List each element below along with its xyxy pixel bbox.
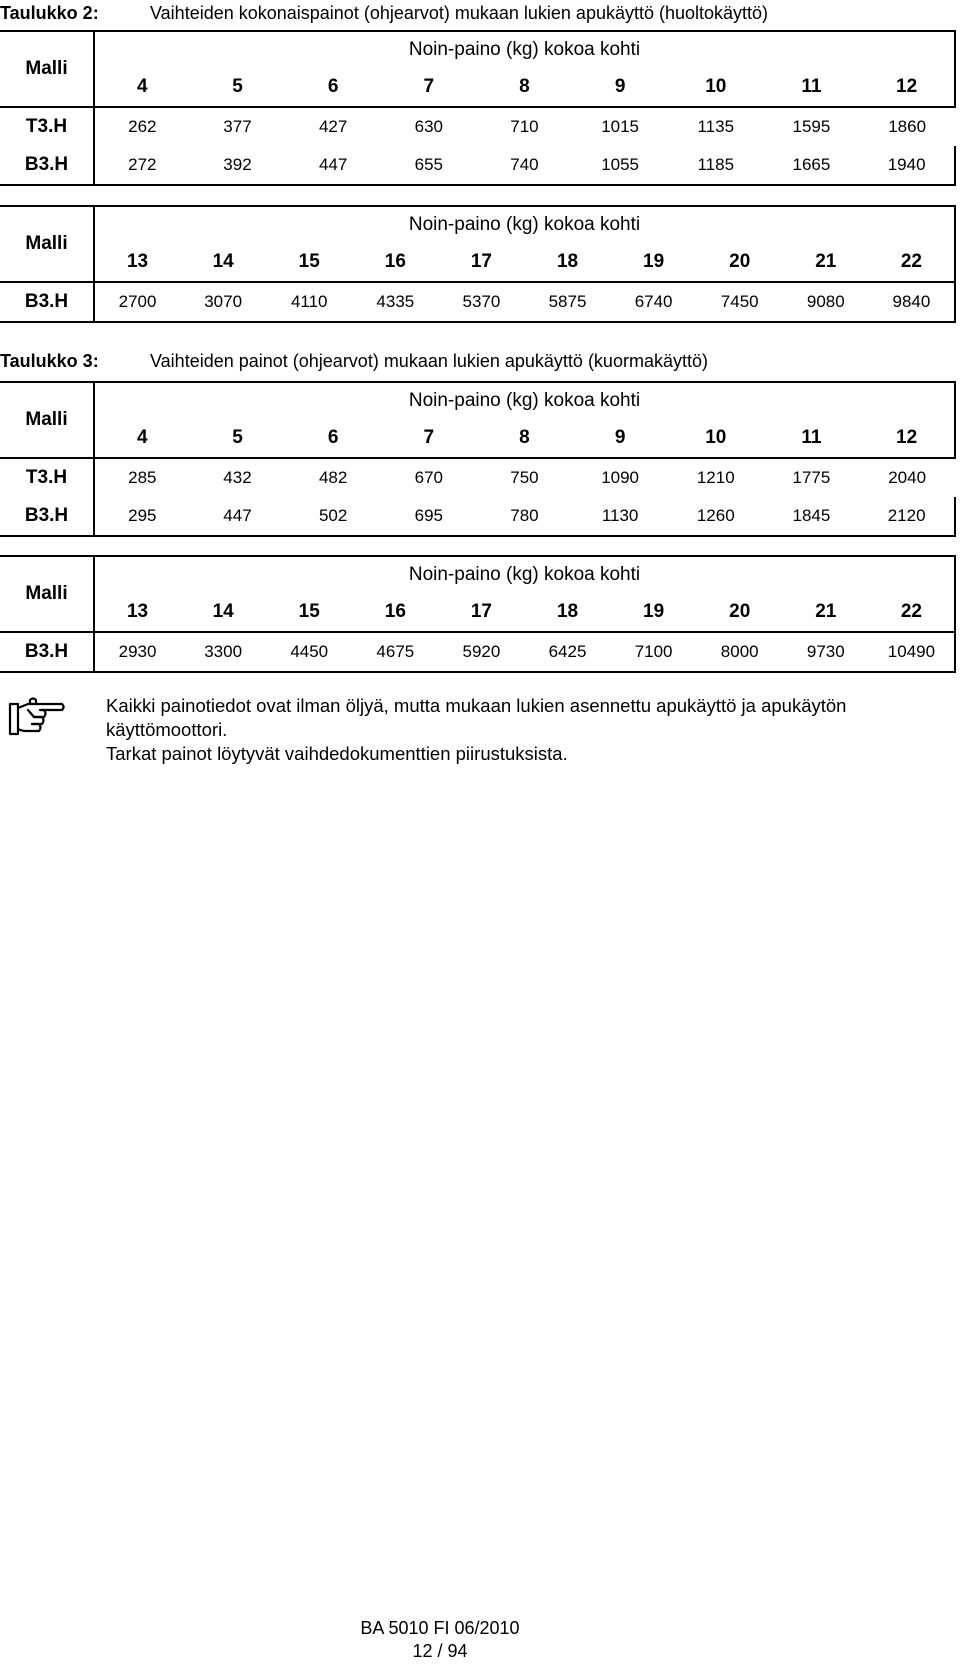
table-row [0,107,955,146]
value-cell: 1055 [572,146,668,185]
value-cell: 2120 [859,497,955,536]
table3-label: Taulukko 3: [0,351,99,371]
value-cell: 5920 [438,632,524,672]
value-cell: 1665 [764,146,860,185]
value-cell: 1940 [859,146,955,185]
size-header: 6 [285,419,381,458]
size-header: 16 [352,593,438,632]
value-cell: 9080 [783,282,869,322]
value-cell: 447 [190,497,286,536]
size-header: 22 [869,593,955,632]
table2-label: Taulukko 2: [0,3,99,23]
size-header-row [0,593,955,632]
size-header: 19 [611,243,697,282]
value-cell: 3070 [180,282,266,322]
size-header: 14 [180,593,266,632]
size-header: 17 [438,593,524,632]
footer-doc-id: BA 5010 FI 06/2010 [360,1618,520,1638]
value-cell: 1130 [572,497,668,536]
size-header: 13 [94,593,180,632]
table-row [0,497,955,536]
size-header: 20 [697,593,783,632]
table2-part2 [0,205,956,323]
value-cell: 670 [414,468,443,487]
note [106,694,958,766]
size-header: 18 [524,593,610,632]
value-cell: 9730 [783,632,869,672]
value-cell: 7450 [697,282,783,322]
size-header-row [0,243,955,282]
value-cell: 1860 [888,117,927,136]
value-cell: 8000 [697,632,783,672]
value-cell: 377 [223,117,252,136]
value-cell: 4450 [266,632,352,672]
table-row [0,632,955,672]
value-cell: 1015 [601,117,640,136]
size-header: 9 [572,419,668,458]
table3-part1 [0,381,956,537]
size-header: 6 [285,68,381,107]
value-cell: 6425 [524,632,610,672]
size-header: 5 [190,419,286,458]
model-cell: T3.H [0,107,94,146]
value-cell: 285 [128,468,157,487]
malli-header: Malli [0,382,94,458]
value-cell: 740 [477,146,573,185]
weight-caption: Noin-paino (kg) kokoa kohti [94,206,955,243]
size-header: 8 [477,68,573,107]
size-header: 20 [697,243,783,282]
table-row [0,146,955,185]
table-caption-row [0,556,955,593]
table-caption-row [0,382,955,419]
size-header: 12 [859,68,955,107]
size-header: 21 [783,243,869,282]
weight-caption: Noin-paino (kg) kokoa kohti [94,382,955,419]
value-cell: 750 [510,468,539,487]
value-cell: 427 [318,117,348,136]
table-row [0,458,955,497]
size-header: 10 [668,419,764,458]
malli-header: Malli [0,556,94,632]
value-cell: 2040 [888,468,927,487]
size-header: 22 [869,243,955,282]
value-cell: 6740 [611,282,697,322]
size-header: 11 [764,419,860,458]
weight-caption: Noin-paino (kg) kokoa kohti [94,31,955,68]
table-caption-row [0,31,955,68]
size-header: 18 [524,243,610,282]
table3-title: Vaihteiden painot (ohjearvot) mukaan lukien apukäyttö (kuormakäyttö) [150,351,708,371]
value-cell: 4675 [352,632,438,672]
table2-part1 [0,30,956,186]
note-line: Tarkat painot löytyvät vaihdedokumenttien piirustuksista. [106,743,568,764]
model-cell: B3.H [0,146,94,185]
size-header: 8 [477,419,573,458]
value-cell: 2930 [94,632,180,672]
size-header: 7 [381,419,477,458]
size-header: 7 [381,68,477,107]
value-cell: 780 [477,497,573,536]
value-cell: 695 [381,497,477,536]
value-cell: 1775 [792,468,831,487]
weight-caption: Noin-paino (kg) kokoa kohti [94,556,955,593]
value-cell: 262 [128,117,157,136]
pointing-hand-icon [6,694,66,738]
value-cell: 1845 [764,497,860,536]
value-cell: 710 [510,117,539,136]
model-cell: B3.H [0,632,94,672]
size-header: 13 [94,243,180,282]
value-cell: 630 [414,117,443,136]
value-cell: 7100 [611,632,697,672]
value-cell: 432 [223,468,252,487]
size-header: 12 [859,419,955,458]
value-cell: 1210 [696,468,735,487]
value-cell: 9840 [869,282,955,322]
size-header: 4 [94,68,190,107]
table2-title: Vaihteiden kokonaispainot (ohjearvot) mukaan lukien apukäyttö (huoltokäyttö) [150,3,769,23]
value-cell: 4110 [266,282,352,322]
value-cell: 482 [318,468,348,487]
size-header: 14 [180,243,266,282]
size-header-row [0,419,955,458]
size-header: 16 [352,243,438,282]
table-caption-row [0,206,955,243]
value-cell: 10490 [869,632,955,672]
size-header: 10 [668,68,764,107]
value-cell: 1260 [668,497,764,536]
value-cell: 392 [190,146,286,185]
size-header: 15 [266,593,352,632]
malli-header: Malli [0,206,94,282]
value-cell: 4335 [352,282,438,322]
size-header: 19 [611,593,697,632]
value-cell: 5875 [524,282,610,322]
value-cell: 1090 [601,468,640,487]
value-cell: 3300 [180,632,266,672]
size-header: 9 [572,68,668,107]
value-cell: 1135 [697,117,735,136]
value-cell: 447 [285,146,381,185]
value-cell: 502 [285,497,381,536]
footer-page-number: 12 / 94 [412,1641,468,1661]
malli-header: Malli [0,31,94,107]
value-cell: 295 [94,497,190,536]
value-cell: 1595 [792,117,831,136]
size-header-row [0,68,955,107]
size-header: 4 [94,419,190,458]
model-cell: B3.H [0,497,94,536]
note-line: Kaikki painotiedot ovat ilman öljyä, mutta mukaan lukien asennettu apukäyttö ja apukäytön käyttömoottori. [106,695,847,740]
size-header: 17 [438,243,524,282]
value-cell: 5370 [438,282,524,322]
size-header: 15 [266,243,352,282]
value-cell: 655 [381,146,477,185]
table3-part2 [0,555,956,673]
table-row [0,282,955,322]
size-header: 21 [783,593,869,632]
model-cell: T3.H [0,458,94,497]
value-cell: 272 [94,146,190,185]
value-cell: 2700 [94,282,180,322]
size-header: 5 [190,68,286,107]
size-header: 11 [764,68,860,107]
value-cell: 1185 [668,146,764,185]
model-cell: B3.H [0,282,94,322]
